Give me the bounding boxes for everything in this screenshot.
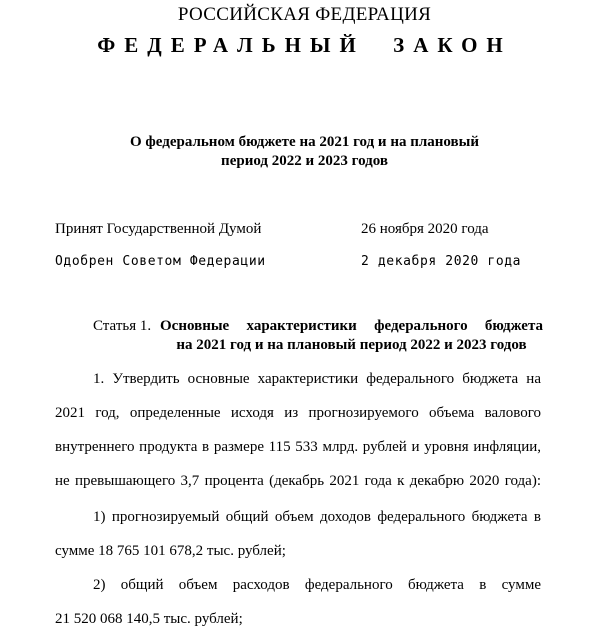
body-line-4: не превышающего 3,7 процента (декабрь 2021 года к декабрю 2020 года): [55, 473, 541, 489]
approved-date: 2 декабря 2020 года [361, 254, 522, 269]
article-heading [160, 317, 543, 355]
adopted-label: Принят Государственной Думой [55, 221, 262, 237]
country-heading: РОССИЙСКАЯ ФЕДЕРАЦИЯ [177, 4, 432, 25]
body-line-1: 1. Утвердить основные характеристики федерального бюджета на [93, 371, 541, 387]
law-subject-line-2: период 2022 и 2023 годов [221, 153, 388, 169]
body-line-3: внутреннего продукта в размере 115 533 млрд. рублей и уровня инфляции, [55, 439, 541, 455]
law-type-title: ФЕДЕРАЛЬНЫЙ ЗАКОН [97, 33, 512, 57]
approved-row [55, 254, 555, 276]
law-subject [0, 133, 609, 171]
article-label: Статья 1. [93, 318, 152, 334]
article-heading-line-1: Основные характеристики федерального бюджета [160, 318, 543, 334]
body-line-8: 21 520 068 140,5 тыс. рублей; [55, 611, 243, 627]
body-line-6: сумме 18 765 101 678,2 тыс. рублей; [55, 543, 286, 559]
body-line-7: 2) общий объем расходов федерального бюджета в сумме [93, 577, 541, 593]
adopted-date: 26 ноября 2020 года [361, 221, 489, 237]
body-line-2: 2021 год, определенные исходя из прогнозируемого объема валового [55, 405, 541, 421]
law-subject-line-1: О федеральном бюджете на 2021 год и на плановый [129, 134, 479, 150]
body-line-5: 1) прогнозируемый общий объем доходов федерального бюджета в [93, 509, 541, 525]
article-heading-line-2: на 2021 год и на плановый период 2022 и 2023 годов [176, 337, 527, 353]
approved-label: Одобрен Советом Федерации [55, 254, 266, 269]
adopted-row [55, 221, 555, 243]
